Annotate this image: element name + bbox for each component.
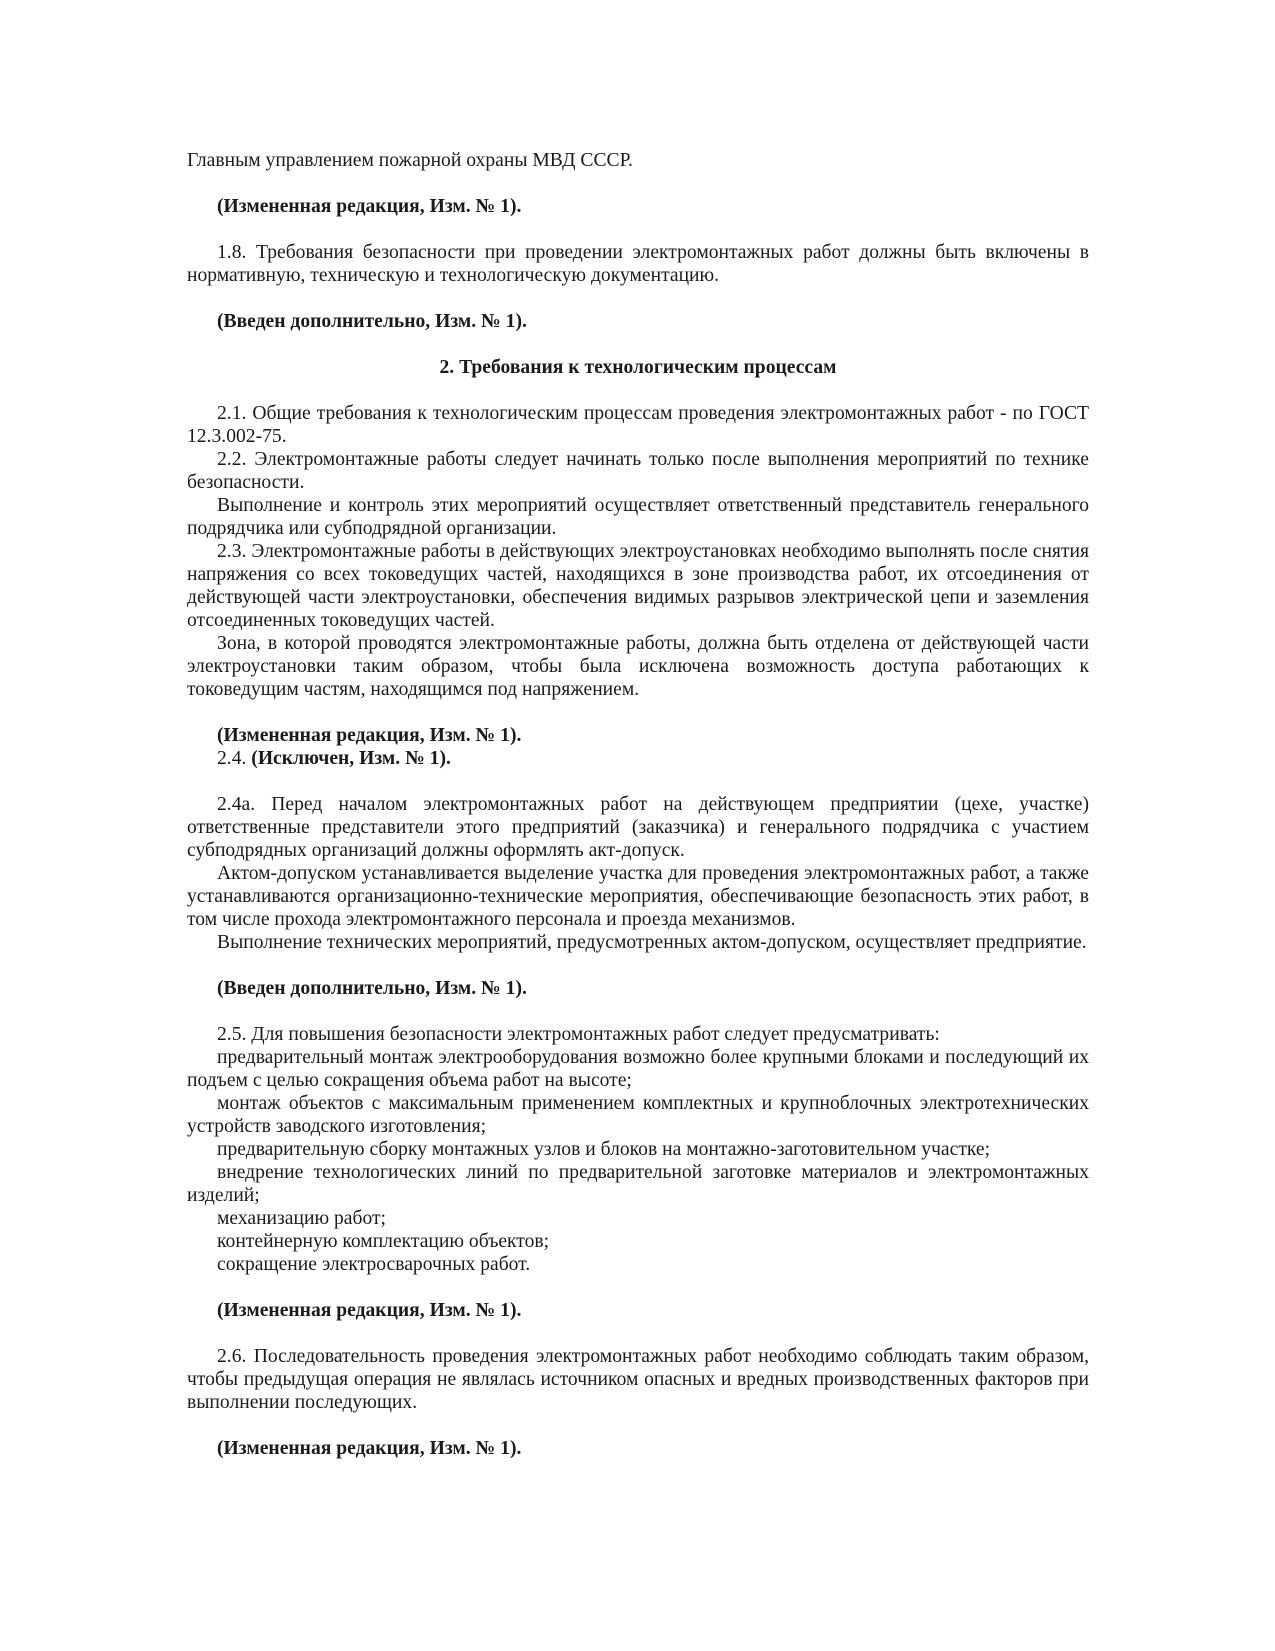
paragraph-2-5: 2.5. Для повышения безопасности электромонтажных работ следует предусматривать:: [217, 1024, 940, 1045]
paragraph-2-4: [187, 747, 1089, 770]
list-item: внедрение технологических линий по предварительной заготовке материалов и электромонтажных изделий;: [187, 1162, 1089, 1206]
paragraph-2-3: 2.3. Электромонтажные работы в действующих электроустановках необходимо выполнять после снятия напряжения со всех токоведущих частей, находящихся в зоне производства работ, их отсоединения от действующей части электроустановки, обеспечения видимых разрывов электрической цепи и заземления отсоединенных токоведущих частей.: [187, 541, 1089, 631]
paragraph-2-4a-final: Выполнение технических мероприятий, предусмотренных актом-допуском, осуществляет предприятие.: [217, 932, 1087, 953]
paragraph-2-2-continued: Выполнение и контроль этих мероприятий осуществляет ответственный представитель генерального подрядчика или субподрядной организации.: [187, 495, 1089, 539]
paragraph-2-6: 2.6. Последовательность проведения электромонтажных работ необходимо соблюдать таким образом, чтобы предыдущая операция не являлась источником опасных и вредных производственных факторов при выполнении последующих.: [187, 1346, 1089, 1413]
section-heading: 2. Требования к технологическим процессам: [439, 357, 837, 378]
list-item: монтаж объектов с максимальным применением комплектных и крупноблочных электротехнических устройств заводского изготовления;: [187, 1093, 1089, 1137]
paragraph-2-1: 2.1. Общие требования к технологическим процессам проведения электромонтажных работ - по ГОСТ 12.3.002-75.: [187, 403, 1089, 447]
amendment-note: (Измененная редакция, Изм. № 1).: [217, 1438, 522, 1459]
document-page: [187, 149, 1089, 1460]
paragraph-2-2: 2.2. Электромонтажные работы следует начинать только после выполнения мероприятий по технике безопасности.: [187, 449, 1089, 493]
paragraph-2-4-number: 2.4.: [217, 748, 247, 769]
list-item: сокращение электросварочных работ.: [217, 1254, 531, 1275]
paragraph-2-4a: 2.4а. Перед началом электромонтажных работ на действующем предприятии (цехе, участке) ответственные представители этого предприятий (заказчика) и генерального подрядчика с участием субподрядных организаций должны оформлять акт-допуск.: [187, 794, 1089, 861]
list-item: предварительную сборку монтажных узлов и блоков на монтажно-заготовительном участке;: [217, 1139, 991, 1160]
amendment-note: (Измененная редакция, Изм. № 1).: [217, 725, 522, 746]
list-item: контейнерную комплектацию объектов;: [217, 1231, 550, 1252]
amendment-note: (Измененная редакция, Изм. № 1).: [217, 196, 522, 217]
list-item: предварительный монтаж электрооборудования возможно более крупными блоками и последующий их подъем с целью сокращения объема работ на высоте;: [187, 1047, 1089, 1091]
paragraph-intro: Главным управлением пожарной охраны МВД СССР.: [187, 150, 633, 171]
paragraph-2-3-continued: Зона, в которой проводятся электромонтажные работы, должна быть отделена от действующей части электроустановки таким образом, чтобы была исключена возможность доступа работающих к токоведущим частям, находящимся под напряжением.: [187, 633, 1089, 700]
amendment-note: (Введен дополнительно, Изм. № 1).: [217, 311, 527, 332]
amendment-note: (Введен дополнительно, Изм. № 1).: [217, 978, 527, 999]
list-item: механизацию работ;: [217, 1208, 386, 1229]
paragraph-1-8: 1.8. Требования безопасности при проведении электромонтажных работ должны быть включены в нормативную, техническую и технологическую документацию.: [187, 242, 1089, 286]
amendment-note: (Измененная редакция, Изм. № 1).: [217, 1300, 522, 1321]
paragraph-2-4a-continued: Актом-допуском устанавливается выделение участка для проведения электромонтажных работ, а также устанавливаются организационно-технические мероприятия, обеспечивающие безопасность этих работ, в том числе прохода электромонтажного персонала и проезда механизмов.: [187, 863, 1089, 930]
paragraph-2-4-status: (Исключен, Изм. № 1).: [251, 748, 451, 769]
